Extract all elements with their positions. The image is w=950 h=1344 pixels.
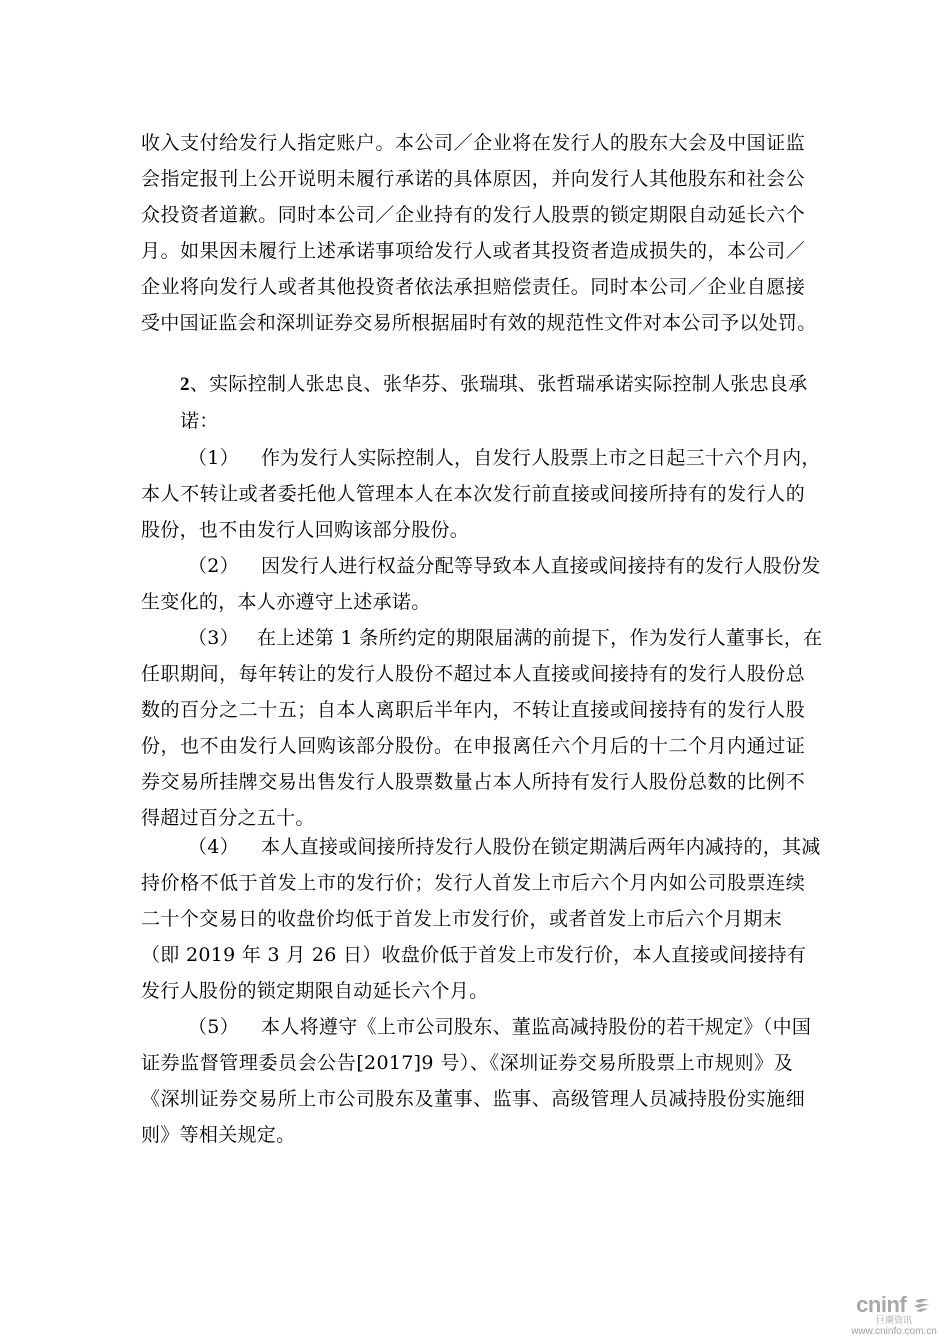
paragraph-line: 众投资者道歉。同时本公司／企业持有的发行人股票的锁定期限自动延长六个 (141, 204, 805, 226)
paragraph-line: 企业将向发行人或者其他投资者依法承担赔偿责任。同时本公司／企业自愿接 (141, 276, 805, 298)
paragraph-line: 份，也不由发行人回购该部分股份。在申报离任六个月后的十二个月内通过证 (141, 735, 805, 757)
item-first-line (188, 1015, 812, 1039)
section-heading-text: 、实际控制人张忠良、张华芬、张瑞琪、张哲瑞承诺实际控制人张忠良承 (189, 373, 808, 395)
item-first-line (188, 554, 821, 578)
cninfo-watermark (844, 1292, 944, 1338)
paragraph-line: 会指定报刊上公开说明未履行承诺的具体原因，并向发行人其他股东和社会公 (141, 168, 805, 190)
paragraph-line: 证券监督管理委员会公告[2017]9 号）、《深圳证券交易所股票上市规则》及 (141, 1052, 793, 1074)
paragraph-line: 则》等相关规定。 (141, 1124, 296, 1146)
paragraph-line: 持价格不低于首发上市的发行价；发行人首发上市后六个月内如公司股票连续 (141, 872, 805, 894)
cninfo-swirl-icon (912, 1297, 932, 1313)
watermark-logo (844, 1292, 944, 1317)
paragraph-line: 二十个交易日的收盘价均低于首发上市发行价，或者首发上市后六个月期末 (141, 908, 782, 930)
paragraph-line: 月。如果因未履行上述承诺事项给发行人或者其投资者造成损失的，本公司／ (141, 240, 805, 262)
item-text: 因发行人进行权益分配等导致本人直接或间接持有的发行人股份发 (261, 555, 821, 577)
section-heading-line: 诺： (180, 410, 219, 432)
item-first-line (188, 835, 821, 859)
paragraph-line: 《深圳证券交易所上市公司股东及董事、监事、高级管理人员减持股份实施细 (141, 1088, 805, 1110)
item-label: （2） (188, 555, 239, 577)
item-text: 本人直接或间接所持发行人股份在锁定期满后两年内减持的，其减 (261, 836, 821, 858)
paragraph-line: 发行人股份的锁定期限自动延长六个月。 (141, 980, 489, 1002)
item-label: （1） (188, 447, 239, 469)
item-text: 在上述第 1 条所约定的期限届满的前提下，作为发行人董事长，在 (257, 627, 823, 649)
paragraph-line: 券交易所挂牌交易出售发行人股票数量占本人所持有发行人股份总数的比例不 (141, 771, 805, 793)
paragraph-line: 股份，也不由发行人回购该部分股份。 (141, 519, 470, 541)
item-label: （3） (188, 627, 239, 649)
section-number: 2 (180, 374, 190, 395)
watermark-url: www.cninfo.com.cn (851, 1326, 937, 1337)
item-text: 本人将遵守《上市公司股东、董监高减持股份的若干规定》（中国 (261, 1016, 812, 1038)
paragraph-line: 得超过百分之五十。 (141, 807, 315, 829)
paragraph-line: （即 2019 年 3 月 26 日）收盘价低于首发上市发行价，本人直接或间接持有 (141, 944, 807, 966)
section-heading-line (180, 372, 808, 397)
item-first-line (188, 626, 823, 650)
item-label: （5） (188, 1016, 239, 1038)
paragraph-line: 生变化的，本人亦遵守上述承诺。 (141, 591, 431, 613)
watermark-subtitle: 巨潮资讯 (875, 1315, 912, 1325)
paragraph-line: 受中国证监会和深圳证券交易所根据届时有效的规范性文件对本公司予以处罚。 (141, 312, 817, 334)
item-first-line (188, 446, 821, 470)
paragraph-line: 任职期间，每年转让的发行人股份不超过本人直接或间接持有的发行人股份总 (141, 663, 805, 685)
watermark-logo-text: cninf (856, 1292, 907, 1317)
item-text: 作为发行人实际控制人，自发行人股票上市之日起三十六个月内， (261, 447, 821, 469)
paragraph-line: 数的百分之二十五；自本人离职后半年内，不转让直接或间接持有的发行人股 (141, 699, 805, 721)
paragraph-line: 本人不转让或者委托他人管理本人在本次发行前直接或间接所持有的发行人的 (141, 483, 805, 505)
paragraph-line: 收入支付给发行人指定账户。本公司／企业将在发行人的股东大会及中国证监 (141, 132, 805, 154)
item-label: （4） (188, 836, 239, 858)
